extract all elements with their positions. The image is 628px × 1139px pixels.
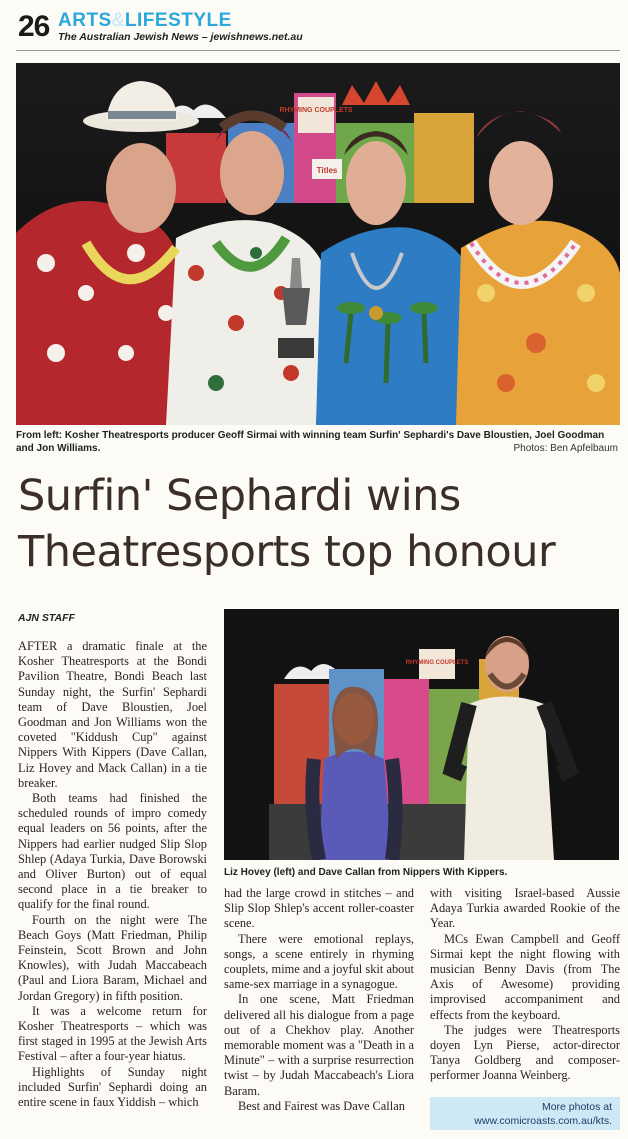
sign-label-1: RHYMING COUPLETS xyxy=(279,107,353,114)
promo-link[interactable]: www.comicroasts.com.au/kts. xyxy=(474,1115,612,1127)
headline: Surfin' Sephardi wins Theatresports top honour xyxy=(18,471,556,577)
paragraph: had the large crowd in stitches – and Slip Slop Shlep's accent roller-coaster scene. xyxy=(224,886,414,931)
inset-photo xyxy=(224,609,619,860)
section-ampersand: & xyxy=(111,10,125,31)
article-column-3 xyxy=(430,886,620,1084)
paragraph: In one scene, Matt Friedman delivered all his dialogue from a page out of a Chekhov play. Another memorable moment was a "Death in a Minute" – with a surprise resurrection twist – by Judah Maccabeach's Liora Baram. xyxy=(224,992,414,1098)
main-photo xyxy=(16,63,620,425)
paragraph: MCs Ewan Campbell and Geoff Sirmai kept the night flowing with musician Benny Davis (from The Axis of Awesome) providing improvised accompaniment and effects from the keyboard. xyxy=(430,931,620,1022)
paragraph: There were emotional replays, songs, a scene entirely in rhyming couplets, mime and a joyful skit about same-sex marriage in a synagogue. xyxy=(224,931,414,992)
paragraph: with visiting Israel-based Aussie Adaya Turkia awarded Rookie of the Year. xyxy=(430,886,620,931)
paragraph: Fourth on the night were The Beach Goys (Matt Friedman, Philip Feinstein, Scott Brown and John Knowles), with Judah Maccabeach (Paul and Liora Baram, Michael and Jordan Gregory) in fifth position. xyxy=(18,912,207,1003)
header-divider xyxy=(16,50,620,51)
section-title-arts: ARTS xyxy=(58,10,112,31)
sign-label-2: Titles xyxy=(316,166,338,175)
article-column-2 xyxy=(224,886,414,1114)
byline: AJN STAFF xyxy=(18,612,75,624)
section-title-lifestyle: LIFESTYLE xyxy=(124,10,232,31)
photo-credit: Photos: Ben Apfelbaum xyxy=(513,443,618,454)
paragraph: Best and Fairest was Dave Callan xyxy=(238,1098,405,1113)
paragraph: Both teams had finished the scheduled rounds of impro comedy equal leaders on 56 points, after the Nippers had earlier nudged Slip Slop Shlep (Adaya Turkia, Dave Borowski and Oliver Burton) out of equal second place in a tie breaker to qualify for the final round. xyxy=(18,791,207,912)
inset-photo-caption: Liz Hovey (left) and Dave Callan from Nippers With Kippers. xyxy=(224,867,508,878)
section-title xyxy=(58,10,232,32)
paragraph: Highlights of Sunday night included Surfin' Sephardi doing an entire scene in faux Yiddish – which xyxy=(18,1064,207,1110)
paragraph: It was a welcome return for Kosher Theatresports – which was first staged in 1995 at the Jewish Arts Festival – after a four-year hiatus. xyxy=(18,1003,207,1064)
promo-line-1: More photos at xyxy=(541,1101,612,1113)
paragraph: AFTER a dramatic finale at the Kosher Theatresports at the Bondi Pavilion Theatre, Bondi Beach last Sunday night, the Surfin' Sephardi team of Dave Bloustien, Joel Goodman and Jon Williams won the coveted "Kiddush Cup" against Nippers With Kippers (Dave Callan, Liz Hovey and Mack Callan) in a tie breaker. xyxy=(18,639,207,790)
main-photo-illustration xyxy=(16,63,620,425)
paragraph: The judges were Theatresports doyen Lyn Pierse, actor-director Tanya Goldberg and composer-performer Joanna Weinberg. xyxy=(430,1022,620,1083)
page-number: 26 xyxy=(18,10,50,43)
inset-photo-illustration xyxy=(224,609,619,860)
publication-line: The Australian Jewish News – jewishnews.net.au xyxy=(58,31,303,43)
more-photos-promo xyxy=(430,1097,620,1130)
inset-sign-label: RHYMING COUPLETS xyxy=(405,660,469,666)
article-column-1 xyxy=(18,639,207,1110)
main-photo-caption: From left: Kosher Theatresports producer Geoff Sirmai with winning team Surfin' Sephardi's Dave Bloustien, Joel Goodman and Jon Williams. xyxy=(16,430,605,454)
